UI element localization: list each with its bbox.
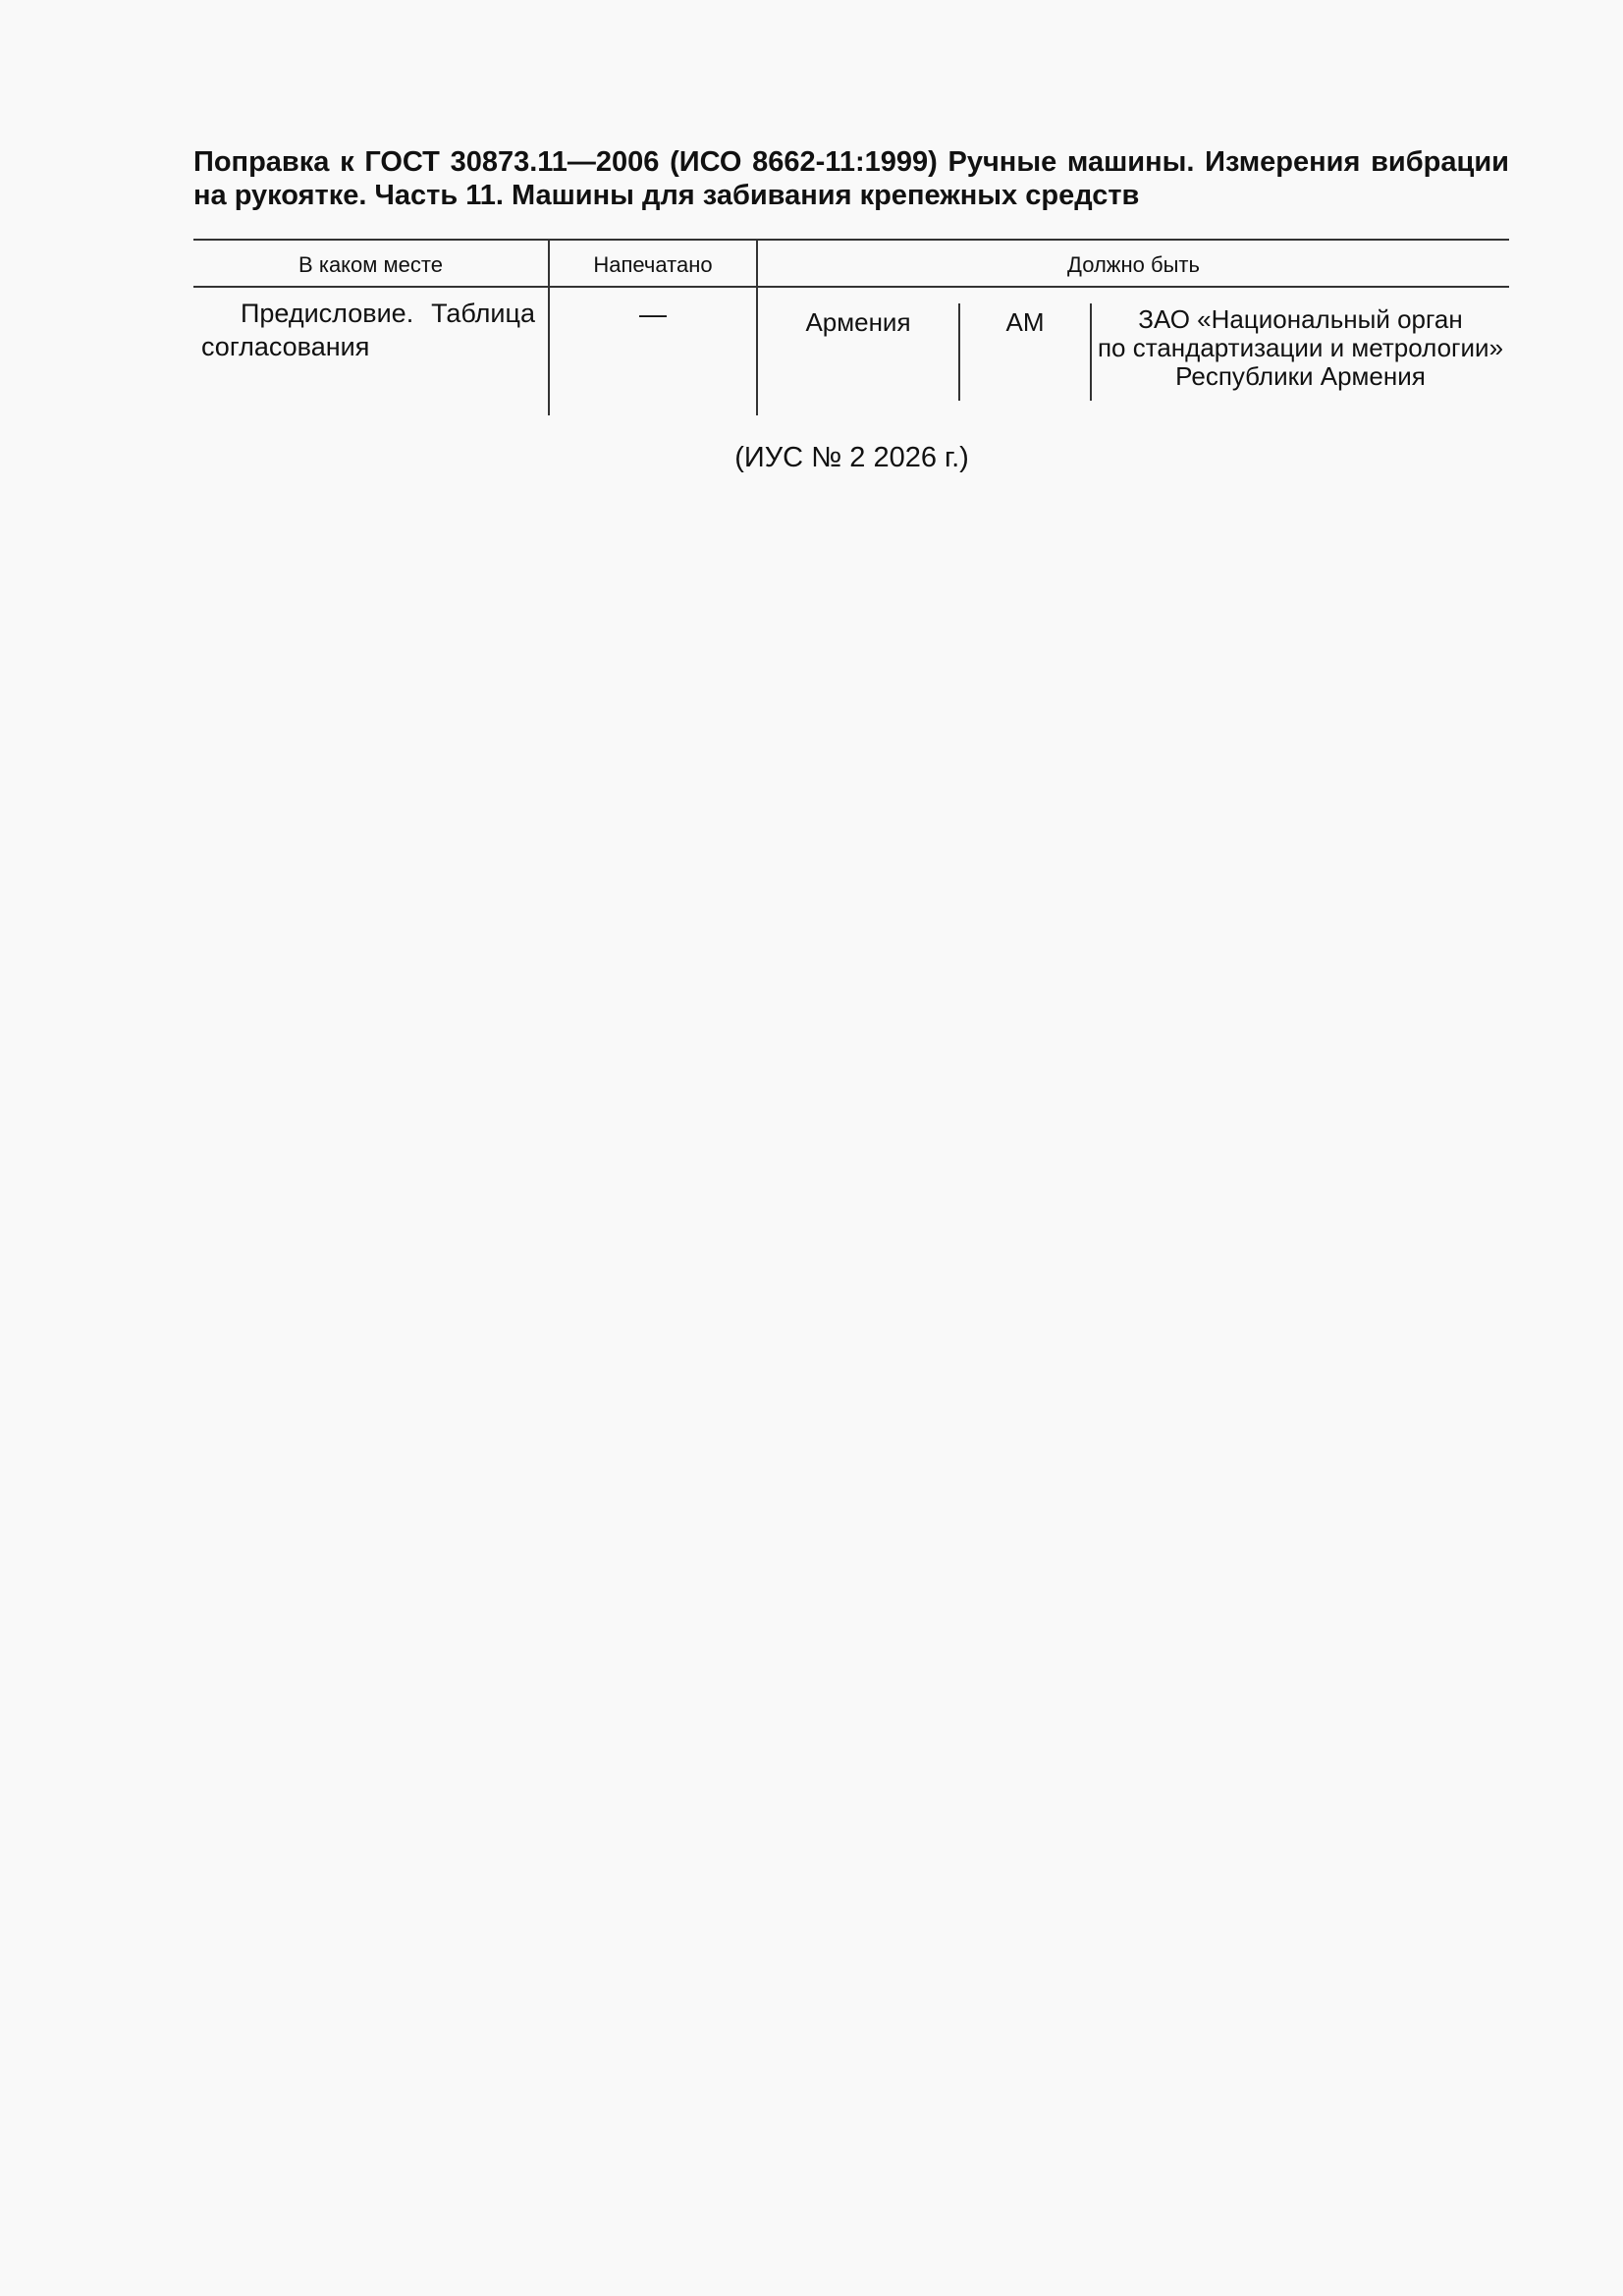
organization-line: ЗАО «Национальный орган — [1138, 304, 1463, 334]
header-should-be: Должно быть — [1067, 252, 1200, 277]
cell-place: Предисловие. Таблица согласования — [201, 299, 535, 361]
ius-reference: (ИУС № 2 2026 г.) — [734, 442, 969, 473]
organization-line: по стандартизации и метрологии» — [1097, 333, 1504, 362]
cell-code: AM — [1005, 307, 1045, 337]
document-title: Поправка к ГОСТ 30873.11—2006 (ИСО 8662-11:1999) Ручные машины. Измерения вибрации на рукоятке. Часть 11. Машины для забивания крепежных средств — [193, 146, 1509, 211]
header-printed: Напечатано — [593, 252, 713, 277]
header-bottom-rule — [193, 286, 1509, 288]
header-place: В каком месте — [298, 252, 443, 277]
organization-line: Республики Армения — [1175, 361, 1426, 391]
correction-table — [193, 239, 1509, 415]
cell-printed: — — [639, 299, 667, 329]
cell-country: Армения — [805, 307, 911, 337]
table-top-rule — [193, 239, 1509, 241]
cell-organization — [1092, 305, 1509, 391]
